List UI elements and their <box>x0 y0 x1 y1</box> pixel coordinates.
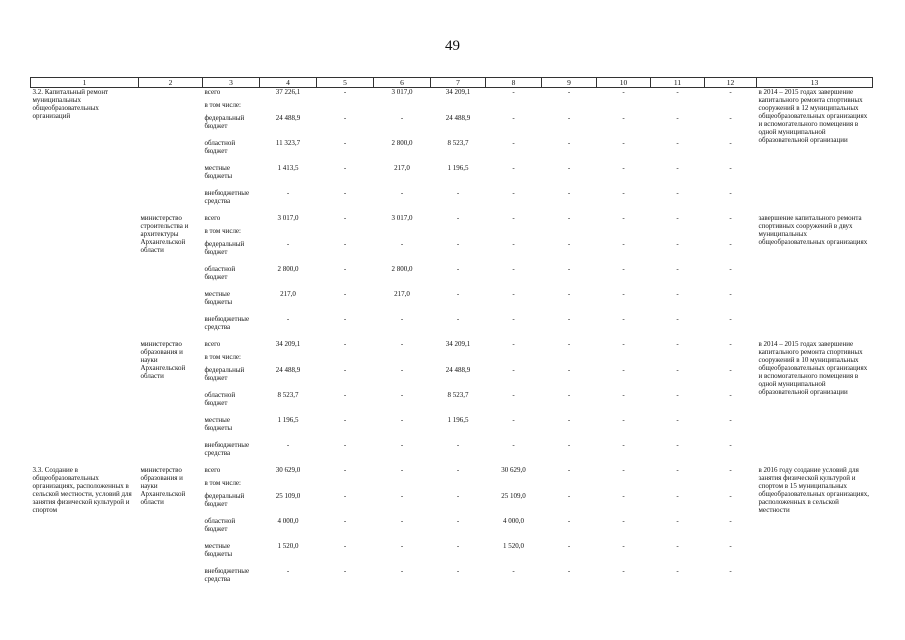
value-cell-12: - <box>729 541 732 550</box>
value-cell-6: - <box>400 415 404 424</box>
source-cell: внебюджетные средства <box>204 566 250 583</box>
value-cell-6: - <box>400 541 404 550</box>
source-cell: внебюджетные средства <box>204 440 250 457</box>
value-cell-12 <box>705 353 757 366</box>
value-cell-7: - <box>456 541 460 550</box>
value-cell-11: - <box>676 88 679 96</box>
source-cell: областной бюджет <box>204 138 236 155</box>
value-cell-5 <box>317 353 374 366</box>
value-cell-8: - <box>512 566 515 575</box>
value-cell-6: - <box>400 314 404 323</box>
value-cell-4: 37 226,1 <box>275 88 301 96</box>
value-cell-7: 1 196,5 <box>447 163 469 172</box>
value-cell-9: - <box>567 440 571 449</box>
value-cell-10: - <box>622 213 625 222</box>
value-cell-9: - <box>567 314 571 323</box>
value-cell-8: 1 520,0 <box>503 541 524 550</box>
value-cell-11: - <box>676 491 679 500</box>
value-cell-5: - <box>343 188 347 197</box>
value-cell-9: - <box>567 390 571 399</box>
value-cell-11: - <box>676 163 679 172</box>
col-header-3: 3 <box>203 78 260 88</box>
value-cell-4: 1 520,0 <box>277 541 299 550</box>
value-cell-11: - <box>676 365 679 374</box>
value-cell-10: - <box>622 138 625 147</box>
value-cell-10 <box>597 101 651 114</box>
value-cell-7: - <box>456 213 460 222</box>
value-cell-5: - <box>343 88 347 96</box>
col-header-9: 9 <box>542 78 597 88</box>
value-cell-10: - <box>622 566 625 575</box>
col-header-6: 6 <box>374 78 431 88</box>
value-cell-12: - <box>729 138 732 147</box>
source-cell: всего <box>204 213 221 222</box>
value-cell-8: - <box>512 138 515 147</box>
value-cell-8: - <box>512 188 515 197</box>
value-cell-9: - <box>567 415 571 424</box>
source-cell: областной бюджет <box>204 390 236 407</box>
measure-cell: 3.3. Создание в общеобразовательных организациях, расположенных в сельской местности, условий для занятия физической культурой и спортом <box>32 465 132 514</box>
page-number: 49 <box>445 38 460 54</box>
value-cell-11: - <box>676 113 679 122</box>
value-cell-9: - <box>567 541 571 550</box>
value-cell-4 <box>260 353 317 366</box>
value-cell-6: 2 800,0 <box>391 264 413 273</box>
value-cell-10: - <box>622 289 625 298</box>
value-cell-10: - <box>622 465 625 474</box>
value-cell-8: - <box>512 365 515 374</box>
value-cell-7: - <box>456 239 460 248</box>
value-cell-6: - <box>400 113 404 122</box>
result-cell: в 2016 году создание условий для занятия физической культурой и спортом в 15 муниципальных общеобразовательных организациях, расположенных в сельской местности <box>758 465 869 514</box>
value-cell-7: 1 196,5 <box>447 415 469 424</box>
value-cell-5: - <box>343 516 347 525</box>
value-cell-4: 25 109,0 <box>275 491 301 500</box>
value-cell-7: - <box>456 465 460 474</box>
table-row <box>31 88 873 101</box>
table-row <box>31 466 873 479</box>
value-cell-5: - <box>343 239 347 248</box>
value-cell-6 <box>374 353 431 366</box>
executor-cell: министерство строительства и архитектуры Архангельской области <box>140 213 189 254</box>
value-cell-10: - <box>622 264 625 273</box>
value-cell-7: - <box>456 264 460 273</box>
value-cell-5: - <box>343 541 347 550</box>
col-header-8: 8 <box>486 78 542 88</box>
value-cell-9: - <box>567 289 571 298</box>
value-cell-8: - <box>512 213 515 222</box>
value-cell-5: - <box>343 491 347 500</box>
value-cell-6 <box>374 101 431 114</box>
source-cell: федеральный бюджет <box>204 491 245 508</box>
value-cell-8: - <box>512 314 515 323</box>
value-cell-9: - <box>567 239 571 248</box>
value-cell-10: - <box>622 516 625 525</box>
value-cell-12: - <box>729 390 732 399</box>
value-cell-11 <box>651 101 705 114</box>
value-cell-4: - <box>286 188 290 197</box>
value-cell-9: - <box>567 113 571 122</box>
value-cell-10: - <box>622 339 625 348</box>
value-cell-4: 217,0 <box>280 289 296 298</box>
value-cell-11: - <box>676 390 679 399</box>
value-cell-12: - <box>729 264 732 273</box>
value-cell-6: - <box>400 239 404 248</box>
value-cell-4: - <box>286 239 290 248</box>
value-cell-8: - <box>512 415 515 424</box>
value-cell-7: - <box>456 188 460 197</box>
value-cell-7: - <box>456 491 460 500</box>
value-cell-11: - <box>676 138 679 147</box>
value-cell-8: 30 629,0 <box>501 465 526 474</box>
col-header-7: 7 <box>431 78 486 88</box>
value-cell-10: - <box>622 365 625 374</box>
value-cell-4: 1 413,5 <box>277 163 299 172</box>
value-cell-12: - <box>729 365 732 374</box>
source-cell: внебюджетные средства <box>204 188 250 205</box>
value-cell-4: - <box>286 566 290 575</box>
value-cell-11: - <box>676 440 679 449</box>
value-cell-7: - <box>456 314 460 323</box>
value-cell-8: 25 109,0 <box>501 491 526 500</box>
value-cell-12: - <box>729 289 732 298</box>
value-cell-9: - <box>567 566 571 575</box>
value-cell-9: - <box>567 188 571 197</box>
value-cell-11 <box>651 479 705 492</box>
column-number-row <box>31 78 873 88</box>
value-cell-11 <box>651 227 705 240</box>
source-cell: в том числе: <box>204 226 241 235</box>
value-cell-6: 217,0 <box>394 289 410 298</box>
value-cell-9: - <box>567 339 571 348</box>
col-header-5: 5 <box>317 78 374 88</box>
value-cell-5: - <box>343 289 347 298</box>
value-cell-6: - <box>400 491 404 500</box>
value-cell-4: 24 488,9 <box>275 365 301 374</box>
value-cell-5 <box>317 101 374 114</box>
col-header-2: 2 <box>139 78 203 88</box>
source-cell: всего <box>204 88 221 96</box>
col-header-13: 13 <box>757 78 873 88</box>
source-cell: в том числе: <box>204 352 241 361</box>
value-cell-5: - <box>343 440 347 449</box>
measure-cell: 3.2. Капитальный ремонт муниципальных общеобразовательных организаций <box>32 88 109 120</box>
value-cell-5: - <box>343 339 347 348</box>
source-cell: всего <box>204 465 221 474</box>
value-cell-8: - <box>512 390 515 399</box>
value-cell-12: - <box>729 314 732 323</box>
value-cell-10: - <box>622 314 625 323</box>
value-cell-11: - <box>676 541 679 550</box>
value-cell-7 <box>431 101 486 114</box>
value-cell-8: - <box>512 239 515 248</box>
source-cell: областной бюджет <box>204 516 236 533</box>
value-cell-9 <box>542 479 597 492</box>
value-cell-9: - <box>567 516 571 525</box>
value-cell-7: 34 209,1 <box>445 88 471 96</box>
value-cell-11 <box>651 353 705 366</box>
value-cell-11: - <box>676 188 679 197</box>
value-cell-4 <box>260 479 317 492</box>
value-cell-7: - <box>456 440 460 449</box>
executor-cell: министерство образования и науки Архангельской области <box>140 339 186 380</box>
value-cell-11: - <box>676 415 679 424</box>
value-cell-7: 24 488,9 <box>445 365 471 374</box>
value-cell-10 <box>597 353 651 366</box>
value-cell-6: - <box>400 188 404 197</box>
value-cell-7: 24 488,9 <box>445 113 471 122</box>
value-cell-7 <box>431 227 486 240</box>
result-cell: завершение капитального ремонта спортивных сооружений в двух муниципальных общеобразовательных организациях <box>758 213 868 246</box>
value-cell-5: - <box>343 113 347 122</box>
value-cell-6: - <box>400 566 404 575</box>
value-cell-5: - <box>343 314 347 323</box>
executor-cell: министерство образования и науки Архангельской области <box>140 465 186 506</box>
value-cell-4: 11 323,7 <box>275 138 301 147</box>
value-cell-12: - <box>729 339 732 348</box>
value-cell-12: - <box>729 516 732 525</box>
value-cell-8: - <box>512 163 515 172</box>
value-cell-6: - <box>400 440 404 449</box>
col-header-10: 10 <box>597 78 651 88</box>
value-cell-10: - <box>622 188 625 197</box>
value-cell-12: - <box>729 239 732 248</box>
value-cell-4: 2 800,0 <box>277 264 299 273</box>
source-cell: местные бюджеты <box>204 415 233 432</box>
value-cell-10 <box>597 479 651 492</box>
value-cell-10: - <box>622 113 625 122</box>
value-cell-9: - <box>567 138 571 147</box>
value-cell-5 <box>317 227 374 240</box>
value-cell-7 <box>431 353 486 366</box>
source-cell: местные бюджеты <box>204 541 233 558</box>
value-cell-5: - <box>343 415 347 424</box>
source-cell: областной бюджет <box>204 264 236 281</box>
value-cell-4 <box>260 227 317 240</box>
value-cell-11: - <box>676 339 679 348</box>
value-cell-8: - <box>512 264 515 273</box>
value-cell-7: 34 209,1 <box>445 339 471 348</box>
value-cell-12 <box>705 227 757 240</box>
value-cell-4: 3 017,0 <box>277 213 299 222</box>
value-cell-12 <box>705 479 757 492</box>
source-cell: федеральный бюджет <box>204 239 245 256</box>
value-cell-8 <box>486 353 542 366</box>
value-cell-4: 24 488,9 <box>275 113 301 122</box>
result-cell: в 2014 – 2015 годах завершение капитального ремонта спортивных сооружений в 10 муниципальных общеобразовательных организациях и вспомогательного помещения в одной муниципальной образовательной организации <box>758 339 868 396</box>
value-cell-12: - <box>729 465 732 474</box>
value-cell-9: - <box>567 465 571 474</box>
value-cell-6: 3 017,0 <box>391 213 413 222</box>
value-cell-12: - <box>729 440 732 449</box>
value-cell-12 <box>705 101 757 114</box>
executor-cell <box>139 88 203 214</box>
col-header-11: 11 <box>651 78 705 88</box>
value-cell-10: - <box>622 390 625 399</box>
value-cell-5: - <box>343 390 347 399</box>
value-cell-11: - <box>676 516 679 525</box>
value-cell-7: - <box>456 289 460 298</box>
value-cell-11: - <box>676 314 679 323</box>
value-cell-11: - <box>676 239 679 248</box>
source-cell: в том числе: <box>204 478 241 487</box>
value-cell-10: - <box>622 88 625 96</box>
value-cell-4: 8 523,7 <box>277 390 299 399</box>
value-cell-6: 2 800,0 <box>391 138 413 147</box>
value-cell-8: - <box>512 440 515 449</box>
value-cell-4: 1 196,5 <box>277 415 299 424</box>
value-cell-4: 4 000,0 <box>277 516 299 525</box>
source-cell: местные бюджеты <box>204 163 233 180</box>
value-cell-12: - <box>729 491 732 500</box>
value-cell-8 <box>486 479 542 492</box>
value-cell-11: - <box>676 566 679 575</box>
value-cell-10: - <box>622 239 625 248</box>
value-cell-6 <box>374 227 431 240</box>
value-cell-5 <box>317 479 374 492</box>
col-header-12: 12 <box>705 78 757 88</box>
source-cell: федеральный бюджет <box>204 113 245 130</box>
value-cell-10: - <box>622 415 625 424</box>
value-cell-9 <box>542 353 597 366</box>
value-cell-5: - <box>343 138 347 147</box>
source-cell: внебюджетные средства <box>204 314 250 331</box>
value-cell-9: - <box>567 213 571 222</box>
value-cell-4: 34 209,1 <box>275 339 301 348</box>
value-cell-12: - <box>729 566 732 575</box>
value-cell-12: - <box>729 88 732 96</box>
source-cell: в том числе: <box>204 100 241 109</box>
value-cell-12: - <box>729 188 732 197</box>
value-cell-6: - <box>400 465 404 474</box>
value-cell-8 <box>486 101 542 114</box>
value-cell-12: - <box>729 415 732 424</box>
value-cell-11: - <box>676 465 679 474</box>
value-cell-5: - <box>343 465 347 474</box>
value-cell-10: - <box>622 541 625 550</box>
value-cell-4 <box>260 101 317 114</box>
value-cell-6: 3 017,0 <box>391 88 413 96</box>
source-cell: местные бюджеты <box>204 289 233 306</box>
value-cell-7: 8 523,7 <box>447 390 469 399</box>
value-cell-10: - <box>622 163 625 172</box>
value-cell-5: - <box>343 264 347 273</box>
value-cell-11: - <box>676 213 679 222</box>
value-cell-9: - <box>567 491 571 500</box>
table-body <box>31 88 873 592</box>
value-cell-9: - <box>567 365 571 374</box>
value-cell-9 <box>542 227 597 240</box>
value-cell-6 <box>374 479 431 492</box>
value-cell-4: - <box>286 314 290 323</box>
value-cell-7: 8 523,7 <box>447 138 469 147</box>
value-cell-5: - <box>343 365 347 374</box>
value-cell-8 <box>486 227 542 240</box>
value-cell-8: - <box>512 88 515 96</box>
value-cell-9: - <box>567 163 571 172</box>
table-row <box>31 214 873 227</box>
program-table <box>30 77 873 592</box>
table-row <box>31 340 873 353</box>
value-cell-9 <box>542 101 597 114</box>
result-cell: в 2014 – 2015 годах завершение капитального ремонта спортивных сооружений в 12 муниципальных общеобразовательных организациях и вспомогательного помещения в одной муниципальной образовательной организации <box>758 88 868 144</box>
value-cell-6: - <box>400 339 404 348</box>
value-cell-10: - <box>622 440 625 449</box>
source-cell: федеральный бюджет <box>204 365 245 382</box>
source-cell: всего <box>204 339 221 348</box>
value-cell-8: - <box>512 339 515 348</box>
value-cell-4: - <box>286 440 290 449</box>
value-cell-12: - <box>729 163 732 172</box>
col-header-1: 1 <box>31 78 139 88</box>
value-cell-9: - <box>567 264 571 273</box>
value-cell-11: - <box>676 264 679 273</box>
value-cell-6: - <box>400 390 404 399</box>
value-cell-5: - <box>343 213 347 222</box>
value-cell-10 <box>597 227 651 240</box>
value-cell-12: - <box>729 113 732 122</box>
value-cell-4: 30 629,0 <box>275 465 301 474</box>
value-cell-7 <box>431 479 486 492</box>
value-cell-10: - <box>622 491 625 500</box>
value-cell-9: - <box>567 88 571 96</box>
value-cell-8: - <box>512 289 515 298</box>
value-cell-7: - <box>456 516 460 525</box>
value-cell-6: - <box>400 516 404 525</box>
value-cell-6: - <box>400 365 404 374</box>
col-header-4: 4 <box>260 78 317 88</box>
value-cell-7: - <box>456 566 460 575</box>
value-cell-8: - <box>512 113 515 122</box>
value-cell-5: - <box>343 163 347 172</box>
value-cell-8: 4 000,0 <box>503 516 524 525</box>
value-cell-5: - <box>343 566 347 575</box>
value-cell-6: 217,0 <box>394 163 410 172</box>
value-cell-12: - <box>729 213 732 222</box>
value-cell-11: - <box>676 289 679 298</box>
